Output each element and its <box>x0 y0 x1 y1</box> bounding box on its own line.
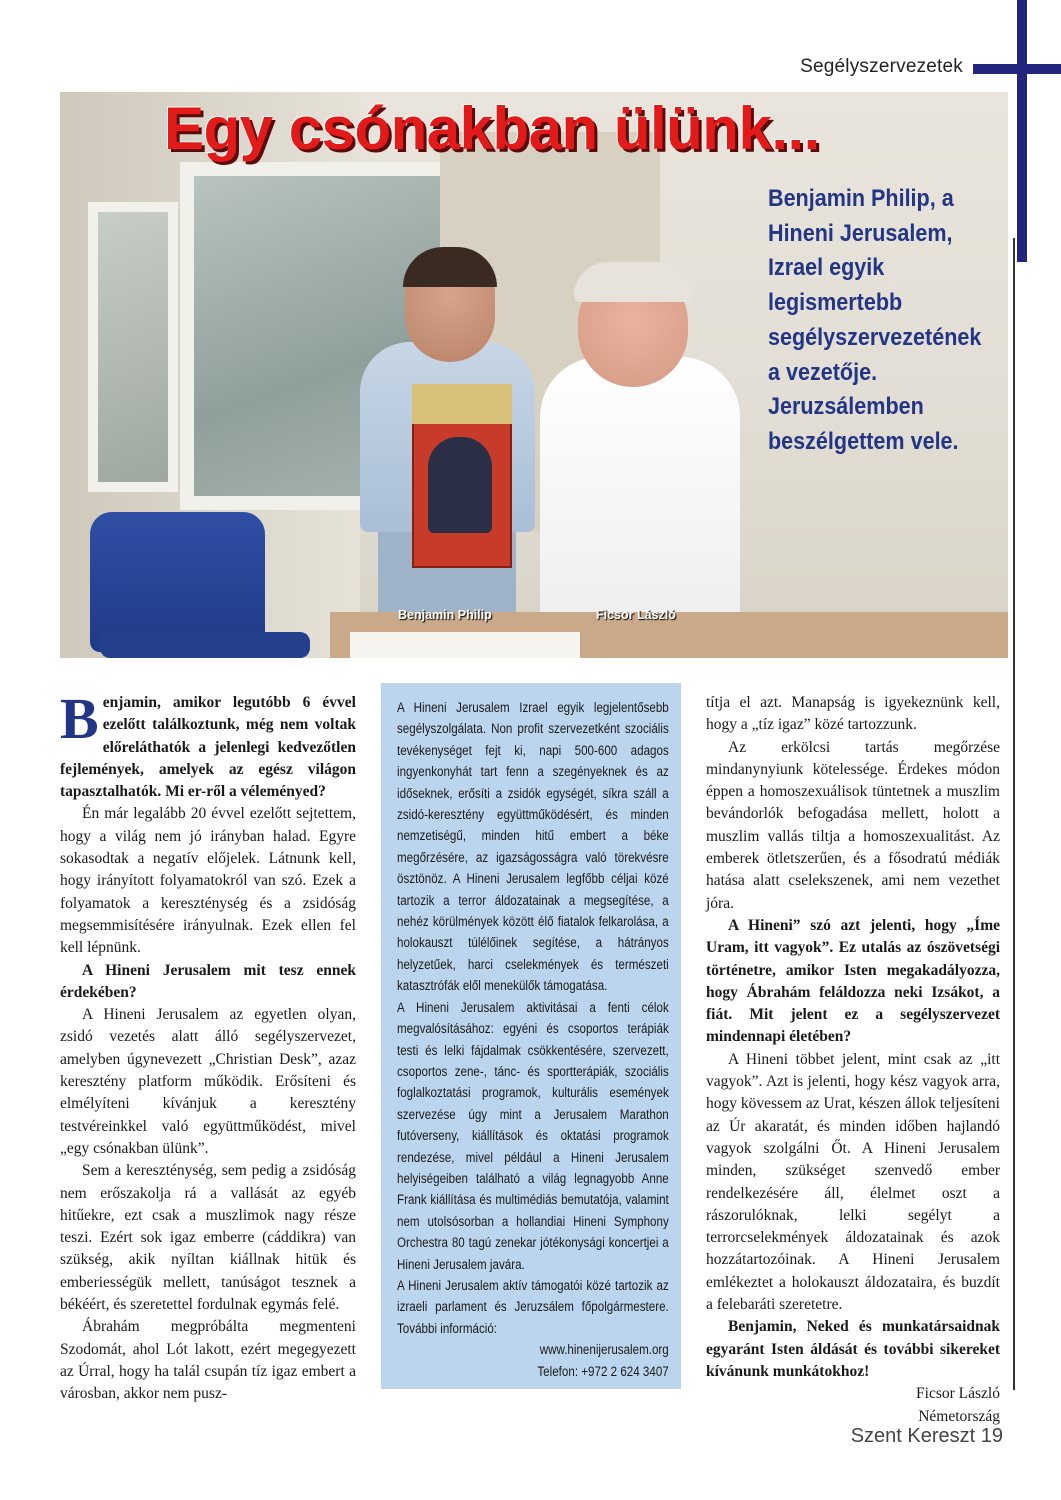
section-label: Segélyszervezetek <box>800 56 963 77</box>
author-location: Németország <box>918 1407 1000 1425</box>
photo-chair-back <box>90 512 265 652</box>
answer-4-continued: títja el azt. Manapság is igyekeznünk kell, hogy a „tíz igaz” közé tartozzunk. <box>706 694 1000 734</box>
column-right <box>706 692 1000 1428</box>
question-1-text: enjamin, amikor legutóbb 6 évvel ezelőtt találkoztunk, még nem voltak előreláthatók a jelenlegi kedvezőtlen fejlemények, amelyek az egész világon tapasztalhatók. Mi er-ről a véleményed? <box>60 694 356 801</box>
info-paragraph-2: A Hineni Jerusalem aktivitásai a fenti célok megvalósításához: egyéni és csoportos terápiák testi és lelki fájdalmak csökkentésére, szervezett, csoportos zene-, tánc- és sportterápiák, szociális foglalkoztatási programok, kulturális események szervezése úgy mint a Jerusalem Marathon futóverseny, kiállítások és oktatási programok rendezése, mivel például a Hineni Jerusalem helyiségeiben található a világ legnagyobb Anne Frank kiállítása és multimédiás bemutatója, valamint nem utolsósorban a hollandiai Hineni Symphony Orchestra 80 tagú zenekar jótékonysági koncertjei a Hineni Jerusalem javára. <box>397 999 669 1272</box>
answer-1: Én már legalább 20 évvel ezelőtt sejtettem, hogy a világ nem jó irányban halad. Egyre sokasodtak a negatív előjelek. Látnunk kell, hogy irányított folyamatokról van szó. Ezek a folyamatok a kereszténység és a zsidóság megsemmisítésére irányulnak. Ezek ellen fel kell lépnünk. <box>60 805 356 957</box>
magazine-masthead <box>412 384 512 424</box>
cross-icon <box>1017 0 1027 262</box>
answer-6: A Hineni többet jelent, mint csak az „itt vagyok”. Azt is jelenti, hogy kész vagyok arra, hogy kövessem az Urat, készen állok teljesíteni az Úr akaratát, és minden időben hajlandó vagyok szolgálni Őt. A Hineni Jerusalem minden, szükséget szenvedő ember rendelkezésére áll, élelmet oszt a rászorulóknak, lelki segélyt a terrorcselekmények áldozatainak és azok hozzátartozóinak. A Hineni Jerusalem emlékeztet a holokauszt áldozataira, és buzdít a felebaráti szeretetre. <box>706 1050 1000 1314</box>
person-right-hair <box>574 262 692 302</box>
answer-4: Ábrahám megpróbálta megmenteni Szodomát, ahol Lót lakott, ezért megegyezett az Úrral, hogy ha talál csupán tíz igaz embert a városban, akkor nem pusz- <box>60 1318 356 1403</box>
column-left <box>60 686 356 1406</box>
intro-text: a Hineni Jerusalem, Izrael egyik legismertebb segélyszervezetének a vezetője. Jeruzsálemben beszélgettem vele. <box>768 185 982 455</box>
question-3: A Hineni” szó azt jelenti, hogy „Íme Uram, itt vagyok”. Ez utalás az ószövetségi történetre, amikor Isten megakadályozza, hogy Ábrahám feláldozza neki Izsákot, a fiát. Mit jelent ez a segélyszervezet mindennapi életében? <box>706 916 1000 1046</box>
website-link[interactable]: www.hinenijerusalem.org <box>539 1342 669 1358</box>
info-paragraph-1: A Hineni Jerusalem Izrael egyik legjelentősebb segélyszolgálata. Non profit szervezetként szociális tevékenységet fejt ki, napi 500-600 adagos ingyenkonyhát tart fenn a szegényeknek és az időseknek, erősíti a zsidók egységét, síkra száll a zsidó-keresztény együttműködésért, és minden nemzetiségű, minden hitű embert a béke megőrzésére, az igazságosságra való törekvésre ösztönöz. A Hineni Jerusalem legfőbb céljai közé tartozik a terror áldozatainak a megsegítése, a nehéz körülmények között élő fiatalok felkarolása, a holokauszt túlélőinek segítése, a hátrányos helyzetűek, harci cselekmények és természeti katasztrófák elől menekülők támogatása. <box>397 700 669 994</box>
info-box <box>381 683 681 1389</box>
person-right-shirt <box>540 357 740 632</box>
closing-note: Benjamin, Neked és munkatársaidnak egyaránt Isten áldását és további sikereket kívánunk munkátokhoz! <box>706 1318 1000 1380</box>
hero-photo <box>60 92 1008 658</box>
photo-caption-left: Benjamin Philip <box>398 608 492 622</box>
question-2: A Hineni Jerusalem mit tesz ennek érdekében? <box>60 961 356 1001</box>
answer-3: Sem a kereszténység, sem pedig a zsidóság nem erőszakolja rá a vallását az egyéb hitűekre, ezt csak a muszlimok nagy része teszi. Ezért sok igaz emberre (cáddikra) van szükség, akik nyíltan kiállnak hitük és emberiességük mellett, tanúságot tesznek a békéért, és szeretettel fordulnak egymás felé. <box>60 1162 356 1314</box>
article-title: Egy csónakban ülünk... <box>164 95 820 162</box>
cross-bar <box>973 64 1061 74</box>
photo-caption-right: Ficsor László <box>596 608 676 622</box>
answer-2: A Hineni Jerusalem az egyetlen olyan, zsidó vezetés alatt álló segélyszervezet, amelyben úgynevezett „Christian Desk”, azaz keresztény platform működik. Erősíteni és elmélyíteni kívánjuk a keresztény testvéreinkkel való együttműködést, mivel „egy csónakban ülünk”. <box>60 1006 356 1157</box>
photo-chair-seat <box>100 632 310 658</box>
answer-5: Az erkölcsi tartás megőrzése mindanynyiunk kötelessége. Érdekes módon éppen a homoszexuálisok tüntetnek a muszlim bevándorlók befogadása mellett, holott a muszlim vallás tiltja a homoszexualitást. Az emberek ötletszerűen, és a fősodratú médiák hatása alatt cselekszenek, ami nem vezethet jóra. <box>706 738 1000 912</box>
question-1 <box>60 686 356 803</box>
author-name: Ficsor László <box>916 1385 1000 1403</box>
intro-name: Benjamin Philip, <box>768 185 936 212</box>
magazine-portrait <box>428 437 492 533</box>
drop-cap: B <box>60 686 99 751</box>
page-footer: Szent Kereszt 19 <box>850 1425 1003 1447</box>
photo-window-small <box>88 202 178 492</box>
photo-paper <box>350 632 580 658</box>
margin-rule <box>1013 238 1015 1390</box>
phone-number: Telefon: +972 2 624 3407 <box>537 1363 669 1379</box>
info-paragraph-3: A Hineni Jerusalem aktív támogatói közé tartozik az izraeli parlament és Jeruzsálem főpolgármestere. További információ: <box>397 1277 669 1336</box>
article-intro <box>768 182 982 460</box>
